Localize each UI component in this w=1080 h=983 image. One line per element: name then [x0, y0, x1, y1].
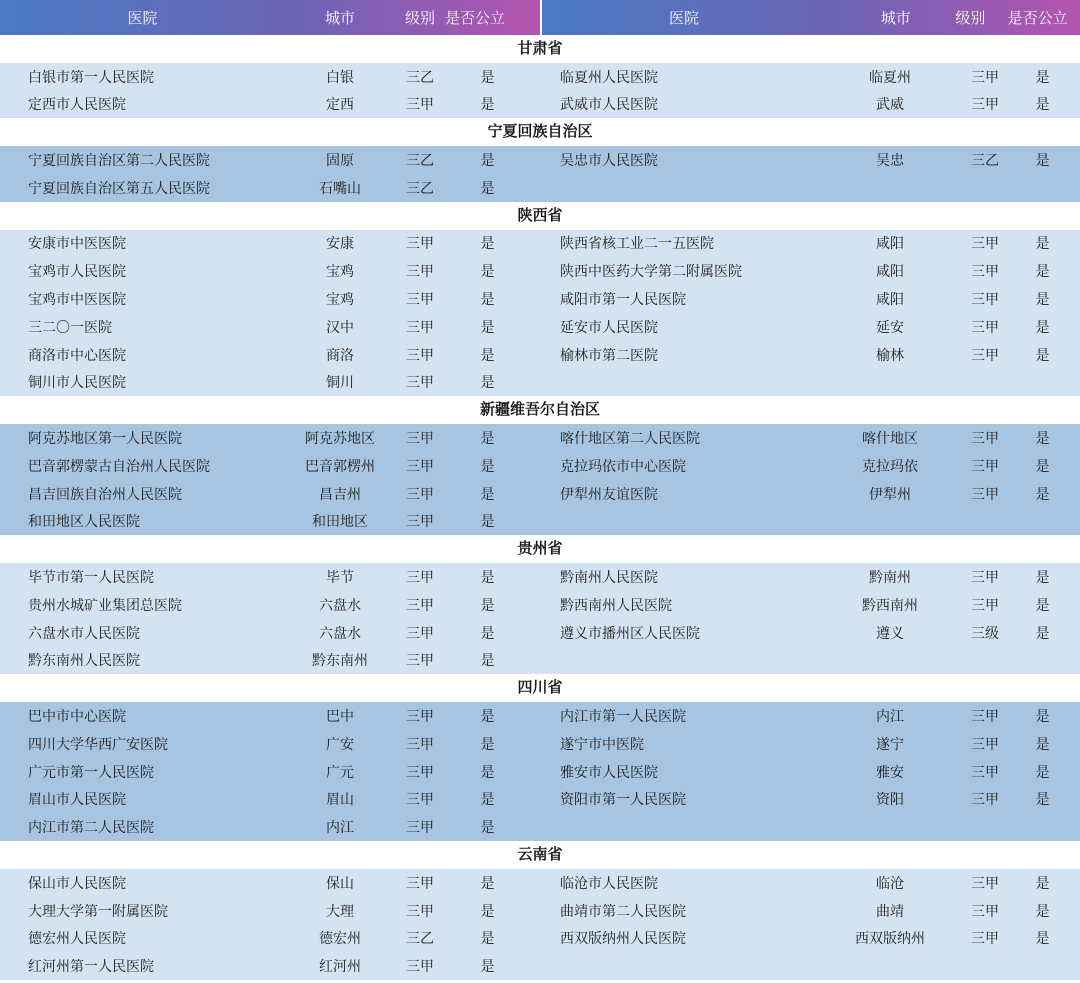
table-row [0, 452, 1080, 480]
table-row [0, 146, 1080, 174]
city-cell: 榆林 [876, 347, 904, 364]
city-cell: 内江 [876, 709, 904, 726]
level-cell: 三甲 [406, 653, 434, 670]
city-cell: 遵义 [876, 625, 904, 642]
public-cell: 是 [1035, 319, 1050, 336]
table-header [0, 0, 1080, 35]
table-row [0, 897, 1080, 925]
city-cell: 巴中 [326, 709, 354, 726]
hospital-name-cell: 黔西南州人民医院 [560, 597, 672, 614]
table-row [0, 424, 1080, 452]
public-cell: 是 [480, 736, 495, 753]
level-cell: 三甲 [406, 514, 434, 531]
city-cell: 六盘水 [319, 597, 361, 614]
public-cell: 是 [480, 97, 495, 114]
table-row [0, 91, 1080, 119]
hospital-name-cell: 六盘水市人民医院 [28, 625, 140, 642]
hospital-name-cell: 眉山市人民医院 [28, 792, 126, 809]
level-cell: 三甲 [971, 709, 999, 726]
hospital-name-cell: 阿克苏地区第一人民医院 [28, 431, 182, 448]
city-cell: 临沧 [876, 875, 904, 892]
table-row [0, 786, 1080, 814]
hospital-name-cell: 临沧市人民医院 [560, 875, 658, 892]
hospital-name-cell: 黔南州人民医院 [560, 570, 658, 587]
public-cell: 是 [1035, 69, 1050, 86]
public-cell: 是 [480, 347, 495, 364]
header-public: 是否公立 [1007, 9, 1068, 27]
hospital-name-cell: 贵州水城矿业集团总医院 [28, 597, 182, 614]
city-cell: 定西 [326, 97, 354, 114]
city-cell: 固原 [326, 153, 354, 170]
level-cell: 三甲 [406, 959, 434, 976]
header-left [0, 0, 540, 35]
public-cell: 是 [480, 236, 495, 253]
province-heading: 四川省 [0, 674, 1080, 702]
public-cell: 是 [1035, 764, 1050, 781]
header-level: 级别 [955, 9, 986, 27]
city-cell: 宝鸡 [326, 292, 354, 309]
level-cell: 三甲 [406, 97, 434, 114]
table-row [0, 758, 1080, 786]
public-cell: 是 [480, 625, 495, 642]
level-cell: 三甲 [406, 292, 434, 309]
city-cell: 遂宁 [876, 736, 904, 753]
public-cell: 是 [1035, 570, 1050, 587]
hospital-name-cell: 四川大学华西广安医院 [28, 736, 168, 753]
public-cell: 是 [480, 180, 495, 197]
public-cell: 是 [480, 709, 495, 726]
hospital-name-cell: 宁夏回族自治区第二人民医院 [28, 153, 210, 170]
header-hospital: 医院 [668, 9, 699, 27]
hospital-name-cell: 巴中市中心医院 [28, 709, 126, 726]
city-cell: 西双版纳州 [855, 931, 925, 948]
level-cell: 三甲 [971, 97, 999, 114]
public-cell: 是 [1035, 431, 1050, 448]
city-cell: 广元 [326, 764, 354, 781]
hospital-name-cell: 白银市第一人民医院 [28, 69, 154, 86]
level-cell: 三乙 [406, 153, 434, 170]
level-cell: 三乙 [406, 931, 434, 948]
province-heading: 陕西省 [0, 202, 1080, 230]
level-cell: 三甲 [406, 319, 434, 336]
city-cell: 雅安 [876, 764, 904, 781]
hospital-name-cell: 大理大学第一附属医院 [28, 903, 168, 920]
level-cell: 三甲 [406, 764, 434, 781]
table-row [0, 174, 1080, 202]
province-section [0, 35, 1080, 118]
table-row [0, 563, 1080, 591]
public-cell: 是 [480, 764, 495, 781]
hospital-name-cell: 内江市第一人民医院 [560, 709, 686, 726]
city-cell: 大理 [326, 903, 354, 920]
level-cell: 三乙 [406, 180, 434, 197]
public-cell: 是 [1035, 236, 1050, 253]
public-cell: 是 [480, 959, 495, 976]
level-cell: 三甲 [406, 486, 434, 503]
public-cell: 是 [480, 153, 495, 170]
level-cell: 三甲 [971, 875, 999, 892]
hospital-name-cell: 资阳市第一人民医院 [560, 792, 686, 809]
table-row [0, 508, 1080, 536]
province-section [0, 535, 1080, 674]
header-right [540, 0, 1080, 35]
public-cell: 是 [480, 597, 495, 614]
header-level: 级别 [404, 9, 435, 27]
table-row [0, 63, 1080, 91]
public-cell: 是 [1035, 153, 1050, 170]
level-cell: 三甲 [971, 903, 999, 920]
hospital-name-cell: 临夏州人民医院 [560, 69, 658, 86]
public-cell: 是 [480, 458, 495, 475]
level-cell: 三甲 [406, 903, 434, 920]
header-hospital: 医院 [127, 9, 158, 27]
city-cell: 白银 [326, 69, 354, 86]
level-cell: 三甲 [971, 764, 999, 781]
public-cell: 是 [1035, 292, 1050, 309]
city-cell: 红河州 [319, 959, 361, 976]
hospital-name-cell: 巴音郭楞蒙古自治州人民医院 [28, 458, 210, 475]
public-cell: 是 [1035, 875, 1050, 892]
city-cell: 汉中 [326, 319, 354, 336]
public-cell: 是 [1035, 625, 1050, 642]
hospital-name-cell: 遵义市播州区人民医院 [560, 625, 700, 642]
city-cell: 石嘴山 [319, 180, 361, 197]
hospital-name-cell: 咸阳市第一人民医院 [560, 292, 686, 309]
hospital-name-cell: 曲靖市第二人民医院 [560, 903, 686, 920]
province-section [0, 202, 1080, 397]
table-row [0, 869, 1080, 897]
public-cell: 是 [480, 570, 495, 587]
public-cell: 是 [480, 875, 495, 892]
public-cell: 是 [480, 931, 495, 948]
table-body [0, 35, 1080, 980]
city-cell: 黔南州 [869, 570, 911, 587]
level-cell: 三甲 [971, 458, 999, 475]
hospital-name-cell: 毕节市第一人民医院 [28, 570, 154, 587]
table-row [0, 341, 1080, 369]
public-cell: 是 [480, 820, 495, 837]
province-section [0, 396, 1080, 535]
hospital-name-cell: 陕西中医药大学第二附属医院 [560, 264, 742, 281]
public-cell: 是 [1035, 486, 1050, 503]
header-city: 城市 [324, 9, 355, 27]
hospital-name-cell: 广元市第一人民医院 [28, 764, 154, 781]
province-section [0, 841, 1080, 980]
public-cell: 是 [480, 431, 495, 448]
city-cell: 眉山 [326, 792, 354, 809]
city-cell: 毕节 [326, 570, 354, 587]
level-cell: 三甲 [971, 431, 999, 448]
level-cell: 三甲 [406, 820, 434, 837]
level-cell: 三甲 [406, 236, 434, 253]
province-heading: 甘肃省 [0, 35, 1080, 63]
hospital-name-cell: 德宏州人民医院 [28, 931, 126, 948]
city-cell: 克拉玛依 [862, 458, 918, 475]
table-row [0, 285, 1080, 313]
public-cell: 是 [480, 486, 495, 503]
city-cell: 和田地区 [312, 514, 368, 531]
city-cell: 武威 [876, 97, 904, 114]
city-cell: 内江 [326, 820, 354, 837]
level-cell: 三甲 [971, 792, 999, 809]
city-cell: 伊犁州 [869, 486, 911, 503]
table-row [0, 952, 1080, 980]
level-cell: 三甲 [406, 625, 434, 642]
level-cell: 三甲 [971, 319, 999, 336]
hospital-name-cell: 喀什地区第二人民医院 [560, 431, 700, 448]
level-cell: 三甲 [971, 570, 999, 587]
hospital-name-cell: 西双版纳州人民医院 [560, 931, 686, 948]
level-cell: 三甲 [971, 264, 999, 281]
city-cell: 广安 [326, 736, 354, 753]
table-row [0, 619, 1080, 647]
city-cell: 临夏州 [869, 69, 911, 86]
level-cell: 三甲 [971, 597, 999, 614]
hospital-name-cell: 定西市人民医院 [28, 97, 126, 114]
table-row [0, 313, 1080, 341]
hospital-name-cell: 昌吉回族自治州人民医院 [28, 486, 182, 503]
public-cell: 是 [1035, 264, 1050, 281]
level-cell: 三甲 [971, 486, 999, 503]
table-row [0, 369, 1080, 397]
public-cell: 是 [480, 514, 495, 531]
city-cell: 商洛 [326, 347, 354, 364]
level-cell: 三甲 [971, 736, 999, 753]
city-cell: 阿克苏地区 [305, 431, 375, 448]
hospital-name-cell: 延安市人民医院 [560, 319, 658, 336]
level-cell: 三乙 [406, 69, 434, 86]
level-cell: 三甲 [406, 347, 434, 364]
public-cell: 是 [1035, 931, 1050, 948]
public-cell: 是 [1035, 347, 1050, 364]
city-cell: 喀什地区 [862, 431, 918, 448]
city-cell: 资阳 [876, 792, 904, 809]
city-cell: 铜川 [326, 375, 354, 392]
hospital-name-cell: 遂宁市中医院 [560, 736, 644, 753]
city-cell: 黔东南州 [312, 653, 368, 670]
table-row [0, 813, 1080, 841]
public-cell: 是 [1035, 97, 1050, 114]
city-cell: 咸阳 [876, 264, 904, 281]
city-cell: 安康 [326, 236, 354, 253]
city-cell: 咸阳 [876, 292, 904, 309]
province-section [0, 674, 1080, 841]
hospital-name-cell: 宝鸡市人民医院 [28, 264, 126, 281]
public-cell: 是 [1035, 458, 1050, 475]
table-row [0, 702, 1080, 730]
table-row [0, 591, 1080, 619]
level-cell: 三甲 [971, 236, 999, 253]
hospital-name-cell: 三二〇一医院 [28, 319, 112, 336]
city-cell: 德宏州 [319, 931, 361, 948]
header-public: 是否公立 [445, 9, 506, 27]
hospital-name-cell: 武威市人民医院 [560, 97, 658, 114]
table-row [0, 730, 1080, 758]
hospital-name-cell: 宝鸡市中医医院 [28, 292, 126, 309]
city-cell: 巴音郭楞州 [305, 458, 375, 475]
public-cell: 是 [480, 319, 495, 336]
level-cell: 三甲 [406, 570, 434, 587]
hospital-name-cell: 榆林市第二医院 [560, 347, 658, 364]
city-cell: 延安 [876, 319, 904, 336]
level-cell: 三甲 [406, 597, 434, 614]
city-cell: 宝鸡 [326, 264, 354, 281]
level-cell: 三甲 [406, 458, 434, 475]
table-row [0, 230, 1080, 258]
public-cell: 是 [480, 375, 495, 392]
province-heading: 宁夏回族自治区 [0, 118, 1080, 146]
table-row [0, 257, 1080, 285]
public-cell: 是 [1035, 597, 1050, 614]
public-cell: 是 [480, 264, 495, 281]
province-heading: 新疆维吾尔自治区 [0, 396, 1080, 424]
province-heading: 贵州省 [0, 535, 1080, 563]
hospital-name-cell: 黔东南州人民医院 [28, 653, 140, 670]
hospital-name-cell: 铜川市人民医院 [28, 375, 126, 392]
city-cell: 昌吉州 [319, 486, 361, 503]
level-cell: 三甲 [971, 292, 999, 309]
province-section [0, 118, 1080, 201]
hospital-name-cell: 商洛市中心医院 [28, 347, 126, 364]
hospital-name-cell: 安康市中医医院 [28, 236, 126, 253]
level-cell: 三甲 [406, 375, 434, 392]
hospital-name-cell: 伊犁州友谊医院 [560, 486, 658, 503]
city-cell: 曲靖 [876, 903, 904, 920]
city-cell: 黔西南州 [862, 597, 918, 614]
public-cell: 是 [1035, 792, 1050, 809]
public-cell: 是 [1035, 903, 1050, 920]
level-cell: 三甲 [971, 69, 999, 86]
city-cell: 六盘水 [319, 625, 361, 642]
level-cell: 三甲 [406, 792, 434, 809]
level-cell: 三乙 [971, 153, 999, 170]
hospital-name-cell: 红河州第一人民医院 [28, 959, 154, 976]
public-cell: 是 [1035, 736, 1050, 753]
hospital-name-cell: 保山市人民医院 [28, 875, 126, 892]
level-cell: 三甲 [406, 736, 434, 753]
hospital-name-cell: 宁夏回族自治区第五人民医院 [28, 180, 210, 197]
hospital-name-cell: 克拉玛依市中心医院 [560, 458, 686, 475]
public-cell: 是 [480, 653, 495, 670]
level-cell: 三级 [971, 625, 999, 642]
header-city: 城市 [880, 9, 911, 27]
public-cell: 是 [480, 903, 495, 920]
level-cell: 三甲 [971, 931, 999, 948]
public-cell: 是 [480, 792, 495, 809]
table-row [0, 647, 1080, 675]
hospital-name-cell: 吴忠市人民医院 [560, 153, 658, 170]
hospital-name-cell: 和田地区人民医院 [28, 514, 140, 531]
table-row [0, 925, 1080, 953]
public-cell: 是 [480, 292, 495, 309]
public-cell: 是 [480, 69, 495, 86]
level-cell: 三甲 [971, 347, 999, 364]
level-cell: 三甲 [406, 709, 434, 726]
city-cell: 吴忠 [876, 153, 904, 170]
hospital-name-cell: 陕西省核工业二一五医院 [560, 236, 714, 253]
province-heading: 云南省 [0, 841, 1080, 869]
hospital-name-cell: 雅安市人民医院 [560, 764, 658, 781]
level-cell: 三甲 [406, 431, 434, 448]
table-row [0, 480, 1080, 508]
level-cell: 三甲 [406, 875, 434, 892]
hospital-name-cell: 内江市第二人民医院 [28, 820, 154, 837]
level-cell: 三甲 [406, 264, 434, 281]
public-cell: 是 [1035, 709, 1050, 726]
city-cell: 保山 [326, 875, 354, 892]
city-cell: 咸阳 [876, 236, 904, 253]
